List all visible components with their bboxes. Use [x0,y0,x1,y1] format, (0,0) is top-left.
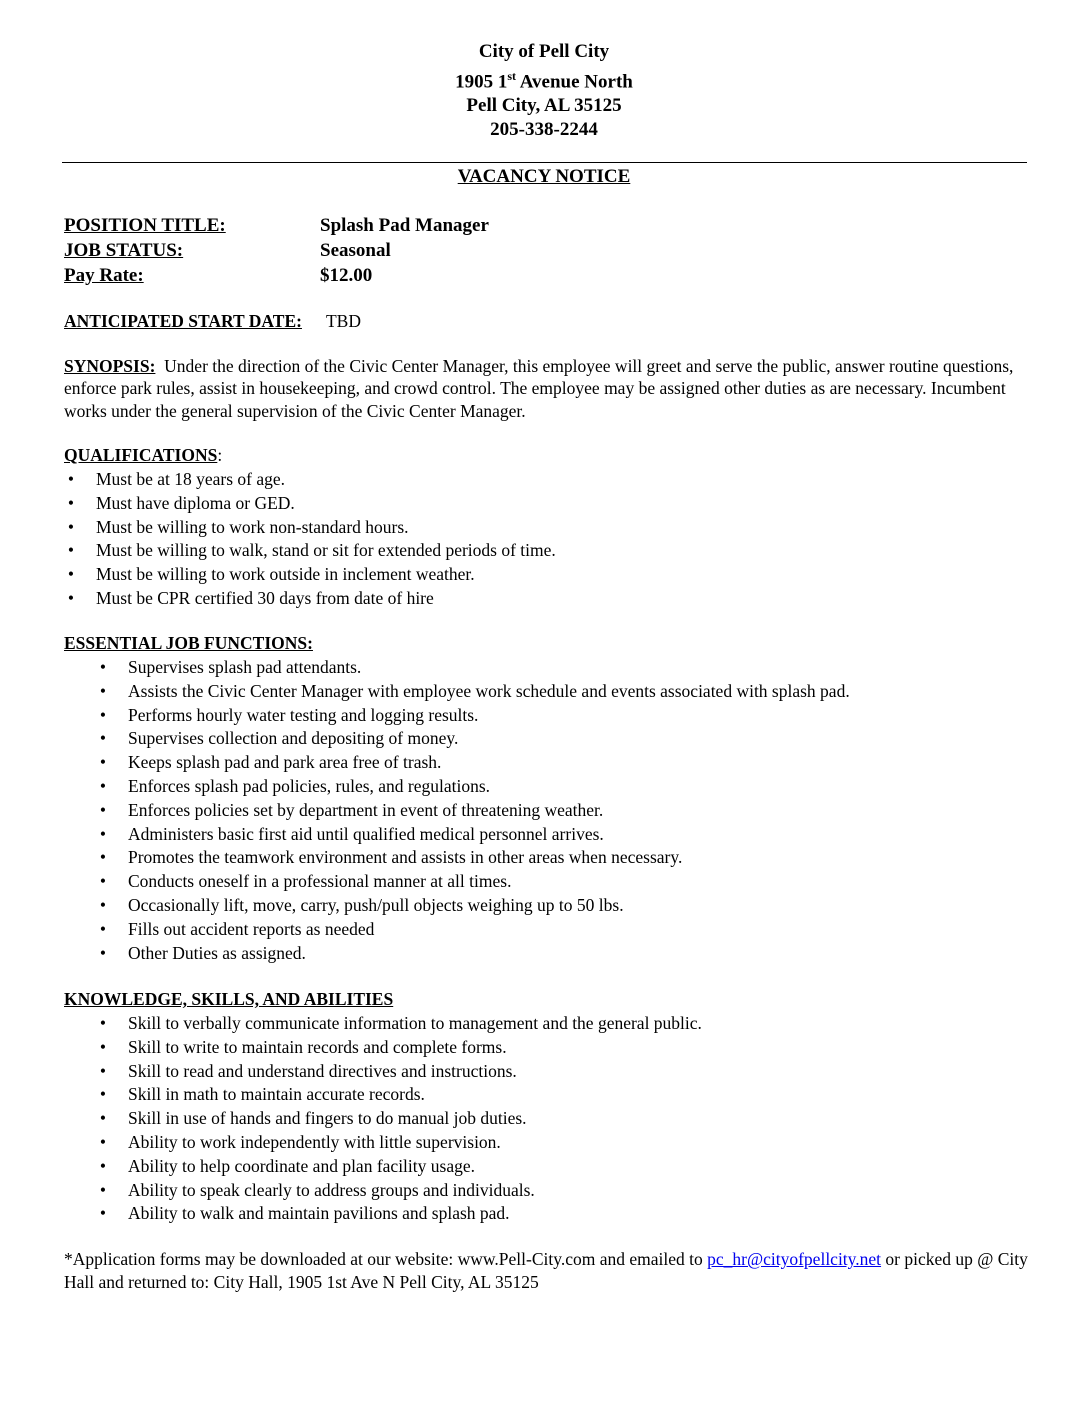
list-item-text: Enforces policies set by department in event of threatening weather. [128,799,604,820]
list-item [64,516,556,540]
list-item-text: Ability to work independently with little supervision. [128,1131,501,1152]
functions-list [96,656,850,965]
list-item-text: Supervises collection and depositing of money. [128,728,459,749]
bullet-icon: • [67,469,75,489]
list-item [96,1036,702,1060]
email-link[interactable]: pc_hr@cityofpellcity.net [707,1249,882,1269]
list-item-text: Ability to speak clearly to address groups and individuals. [128,1179,535,1200]
bullet-icon: • [99,799,107,820]
bullet-icon: • [99,894,107,915]
synopsis-label: SYNOPSIS: [64,356,156,376]
status-value: Seasonal [320,240,391,261]
synopsis [64,355,1030,422]
letterhead [0,40,1088,142]
list-item-text: Skill to write to maintain records and complete forms. [128,1036,507,1057]
bullet-icon: • [99,918,107,939]
functions-heading: ESSENTIAL JOB FUNCTIONS: [64,633,313,653]
list-item-text: Assists the Civic Center Manager with employee work schedule and events associated with splash pad. [128,680,850,701]
list-item [64,468,556,492]
list-item [96,1131,702,1155]
list-item-text: Ability to help coordinate and plan facility usage. [128,1155,475,1176]
bullet-icon: • [99,823,107,844]
bullet-icon: • [67,587,75,608]
org-address: 1905 1st Avenue North [455,69,633,93]
list-item-text: Must be willing to walk, stand or sit for extended periods of time. [96,540,556,561]
list-item-text: Conducts oneself in a professional manner at all times. [128,871,512,892]
org-phone: 205-338-2244 [490,119,598,141]
page-title: VACANCY NOTICE [457,166,631,187]
list-item [96,1083,702,1107]
list-item [96,680,850,704]
bullet-icon: • [99,871,107,892]
list-item [96,1012,702,1036]
list-item-text: Must be CPR certified 30 days from date of hire [96,587,434,608]
org-city: Pell City, AL 35125 [466,95,622,117]
bullet-icon: • [99,1013,107,1033]
bullet-icon: • [99,1084,107,1105]
list-item [96,1202,702,1226]
bullet-icon: • [67,564,75,585]
list-item [96,1155,702,1179]
bullet-icon: • [99,1155,107,1176]
list-item [96,775,850,799]
list-item [64,587,556,611]
list-item-text: Ability to walk and maintain pavilions and splash pad. [128,1203,510,1224]
pay-value: $12.00 [320,265,373,286]
application-note: *Application forms may be downloaded at our website: www.Pell-City.com and emailed to pc_hr@cityofpellcity.net or picked up @ City Hall and returned to: City Hall, 1905 1st Ave N Pell City, AL 35125 [64,1249,1028,1292]
list-item-text: Performs hourly water testing and logging results. [128,704,479,725]
bullet-icon: • [99,1060,107,1081]
bullet-icon: • [99,775,107,796]
bullet-icon: • [67,492,75,513]
header-divider [62,162,1027,163]
start-date-value: TBD [325,311,361,331]
list-item-text: Administers basic first aid until qualified medical personnel arrives. [128,823,604,844]
list-item-text: Must have diploma or GED. [96,492,295,513]
list-item-text: Occasionally lift, move, carry, push/pull objects weighing up to 50 lbs. [128,894,624,915]
list-item-text: Skill to read and understand directives and instructions. [128,1060,517,1081]
list-item-text: Skill to verbally communicate information to management and the general public. [128,1013,702,1033]
list-item [96,942,850,966]
list-item-text: Skill in math to maintain accurate records. [128,1084,425,1105]
bullet-icon: • [99,752,107,773]
list-item [96,1060,702,1084]
list-item [96,656,850,680]
list-item [96,1107,702,1131]
bullet-icon: • [99,942,107,963]
bullet-icon: • [99,1108,107,1129]
position-value: Splash Pad Manager [320,215,489,236]
pay-label: Pay Rate: [64,265,144,286]
list-item-text: Must be willing to work outside in inclement weather. [96,564,475,585]
bullet-icon: • [99,1036,107,1057]
list-item-text: Supervises splash pad attendants. [128,657,362,677]
bullet-icon: • [99,704,107,725]
list-item [96,870,850,894]
qualifications-heading: QUALIFICATIONS: [64,445,223,465]
list-item-text: Skill in use of hands and fingers to do manual job duties. [128,1108,527,1129]
list-item [96,727,850,751]
list-item [64,539,556,563]
bullet-icon: • [99,1131,107,1152]
status-label: JOB STATUS: [64,240,184,261]
bullet-icon: • [99,680,107,701]
bullet-icon: • [99,847,107,868]
list-item-text: Promotes the teamwork environment and assists in other areas when necessary. [128,847,683,868]
list-item [96,918,850,942]
list-item [96,894,850,918]
list-item-text: Fills out accident reports as needed [128,918,375,939]
list-item [96,704,850,728]
ksa-heading: KNOWLEDGE, SKILLS, AND ABILITIES [64,989,394,1009]
list-item [64,492,556,516]
list-item-text: Keeps splash pad and park area free of trash. [128,752,442,773]
bullet-icon: • [99,1203,107,1224]
list-item-text: Must be at 18 years of age. [96,469,286,489]
bullet-icon: • [99,657,107,677]
org-name: City of Pell City [478,41,610,62]
list-item [96,823,850,847]
list-item-text: Other Duties as assigned. [128,942,306,963]
bullet-icon: • [99,728,107,749]
position-label: POSITION TITLE: [64,215,226,236]
start-date-label: ANTICIPATED START DATE: [64,311,302,331]
list-item [96,751,850,775]
list-item-text: Must be willing to work non-standard hours. [96,516,409,537]
list-item [96,846,850,870]
list-item-text: Enforces splash pad policies, rules, and regulations. [128,775,491,796]
list-item [96,1179,702,1203]
synopsis-text: Under the direction of the Civic Center Manager, this employee will greet and serve the public, answer routine questions, enforce park rules, assist in housekeeping, and crowd control. The employee may be assigned other duties as are necessary. Incumbent works under the general supervision of the Civic Center Manager. [64,356,1014,421]
bullet-icon: • [67,540,75,561]
bullet-icon: • [99,1179,107,1200]
qualifications-list [64,468,556,611]
list-item [64,563,556,587]
ksa-list [96,1012,702,1226]
list-item [96,799,850,823]
start-date [64,310,361,332]
bullet-icon: • [67,516,75,537]
